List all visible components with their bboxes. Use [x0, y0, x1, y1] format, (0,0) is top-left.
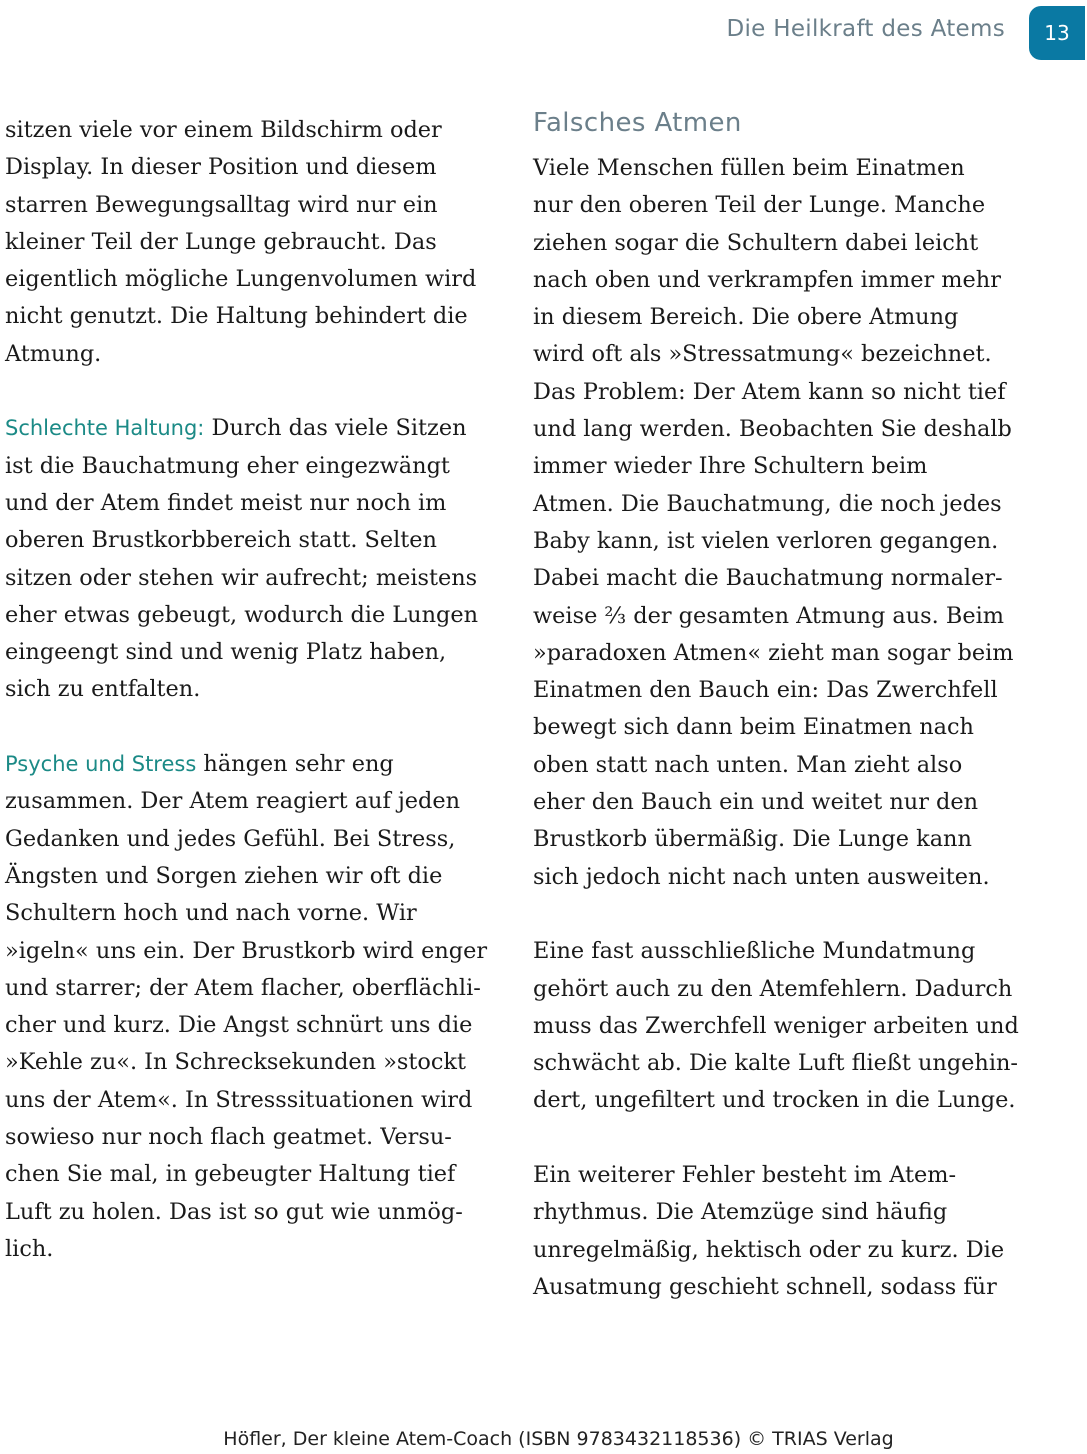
text-line: und lang werden. Beobachten Sie deshalb	[533, 416, 1012, 443]
text-line: und der Atem findet meist nur noch im	[5, 489, 447, 516]
text-line	[5, 410, 495, 447]
text-line: »Kehle zu«. In Schrecksekunden »stockt	[5, 1049, 466, 1076]
text-line: muss das Zwerchfell weniger arbeiten und	[533, 1012, 1019, 1039]
text-line: Viele Menschen füllen beim Einatmen	[533, 155, 965, 181]
text-line: Luft zu holen. Das ist so gut wie unmög-	[5, 1198, 463, 1225]
text-line: schwächt ab. Die kalte Luft fließt ungehin-	[533, 1050, 1018, 1077]
paragraph-gap	[5, 709, 495, 746]
footer-citation: Höfler, Der kleine Atem-Coach (ISBN 9783432118536) © TRIAS Verlag	[223, 1428, 894, 1450]
right-paragraph-1	[533, 150, 1033, 896]
paragraph-gap	[5, 373, 495, 410]
text-line: starren Bewegungsalltag wird nur ein	[5, 191, 438, 218]
left-column	[5, 112, 495, 1268]
text-line: sich jedoch nicht nach unten ausweiten.	[533, 863, 990, 890]
text-line: Gedanken und jedes Gefühl. Bei Stress,	[5, 825, 456, 852]
text-line: nach oben und verkrampfen immer mehr	[533, 266, 1001, 293]
text-line: zusammen. Der Atem reagiert auf jeden	[5, 788, 461, 815]
left-paragraph-3	[5, 746, 495, 1268]
text-line: sitzen viele vor einem Bildschirm oder	[5, 117, 442, 143]
text-line: unregelmäßig, hektisch oder zu kurz. Die	[533, 1236, 1005, 1263]
text-line: Ein weiterer Fehler besteht im Atem-	[533, 1162, 957, 1189]
text-line: kleiner Teil der Lunge gebraucht. Das	[5, 228, 437, 255]
chapter-title: Die Heilkraft des Atems	[726, 16, 1005, 42]
text-line: weise ⅔ der gesamten Atmung aus. Beim	[533, 602, 1004, 629]
text-line: ziehen sogar die Schultern dabei leicht	[533, 229, 979, 256]
text-line	[5, 746, 495, 783]
text-run: Durch das viele Sitzen	[204, 415, 467, 442]
text-line: Ausatmung geschieht schnell, sodass für	[533, 1273, 997, 1300]
text-line: bewegt sich dann beim Einatmen nach	[533, 714, 974, 741]
text-line: dert, ungefiltert und trocken in die Lunge.	[533, 1087, 1016, 1114]
text-line: Dabei macht die Bauchatmung normaler-	[533, 565, 1003, 592]
keyword-psyche-und-stress: Psyche und Stress	[5, 752, 197, 777]
text-line: Baby kann, ist vielen verloren gegangen.	[533, 527, 999, 554]
text-line: und starrer; der Atem flacher, oberflächli-	[5, 974, 481, 1001]
text-line: Einatmen den Bauch ein: Das Zwerchfell	[533, 677, 998, 704]
text-run: hängen sehr eng	[196, 751, 394, 778]
text-line: eigentlich mögliche Lungenvolumen wird	[5, 266, 477, 293]
right-paragraph-2	[533, 933, 1033, 1119]
text-line: Brustkorb übermäßig. Die Lunge kann	[533, 826, 972, 853]
text-line: Atmen. Die Bauchatmung, die noch jedes	[533, 490, 1002, 517]
text-line: in diesem Bereich. Die obere Atmung	[533, 304, 959, 331]
page-number-badge: 13	[1029, 6, 1085, 60]
text-line: eher den Bauch ein und weitet nur den	[533, 789, 979, 816]
text-line: uns der Atem«. In Stresssituationen wird	[5, 1086, 473, 1113]
paragraph-gap	[533, 896, 1033, 933]
text-line: oben statt nach unten. Man zieht also	[533, 751, 963, 778]
text-line: nicht genutzt. Die Haltung behindert die	[5, 303, 468, 330]
left-paragraph-1	[5, 112, 495, 373]
section-heading: Falsches Atmen	[533, 108, 742, 138]
keyword-schlechte-haltung: Schlechte Haltung:	[5, 416, 205, 441]
text-line: gehört auch zu den Atemfehlern. Dadurch	[533, 975, 1013, 1002]
text-line: sitzen oder stehen wir aufrecht; meistens	[5, 564, 478, 591]
text-line: nur den oberen Teil der Lunge. Manche	[533, 192, 986, 219]
right-paragraph-3	[533, 1157, 1033, 1306]
text-line: Display. In dieser Position und diesem	[5, 154, 437, 181]
text-line: Schultern hoch und nach vorne. Wir	[5, 900, 417, 927]
text-line: eingeengt sind und wenig Platz haben,	[5, 639, 447, 666]
text-line: rhythmus. Die Atemzüge sind häufig	[533, 1199, 948, 1226]
text-line: sich zu entfalten.	[5, 676, 201, 703]
text-line: Atmung.	[5, 340, 102, 367]
text-line: wird oft als »Stressatmung« bezeichnet.	[533, 341, 992, 368]
left-paragraph-2	[5, 410, 495, 708]
text-line: chen Sie mal, in gebeugter Haltung tief	[5, 1161, 456, 1188]
text-line: Eine fast ausschließliche Mundatmung	[533, 938, 976, 965]
text-line: immer wieder Ihre Schultern beim	[533, 453, 928, 480]
text-line: ist die Bauchatmung eher eingezwängt	[5, 452, 450, 479]
text-line: cher und kurz. Die Angst schnürt uns die	[5, 1012, 473, 1039]
text-line: eher etwas gebeugt, wodurch die Lungen	[5, 601, 479, 628]
text-line: »paradoxen Atmen« zieht man sogar beim	[533, 639, 1014, 666]
text-line: oberen Brustkorbbereich statt. Selten	[5, 527, 437, 554]
text-line: Das Problem: Der Atem kann so nicht tief	[533, 378, 1006, 405]
text-line: sowieso nur noch flach geatmet. Versu-	[5, 1124, 452, 1151]
paragraph-gap	[533, 1120, 1033, 1157]
text-line: Ängsten und Sorgen ziehen wir oft die	[5, 862, 443, 889]
text-line: »igeln« uns ein. Der Brustkorb wird enger	[5, 937, 488, 964]
right-column	[533, 150, 1033, 1306]
text-line: lich.	[5, 1235, 54, 1262]
